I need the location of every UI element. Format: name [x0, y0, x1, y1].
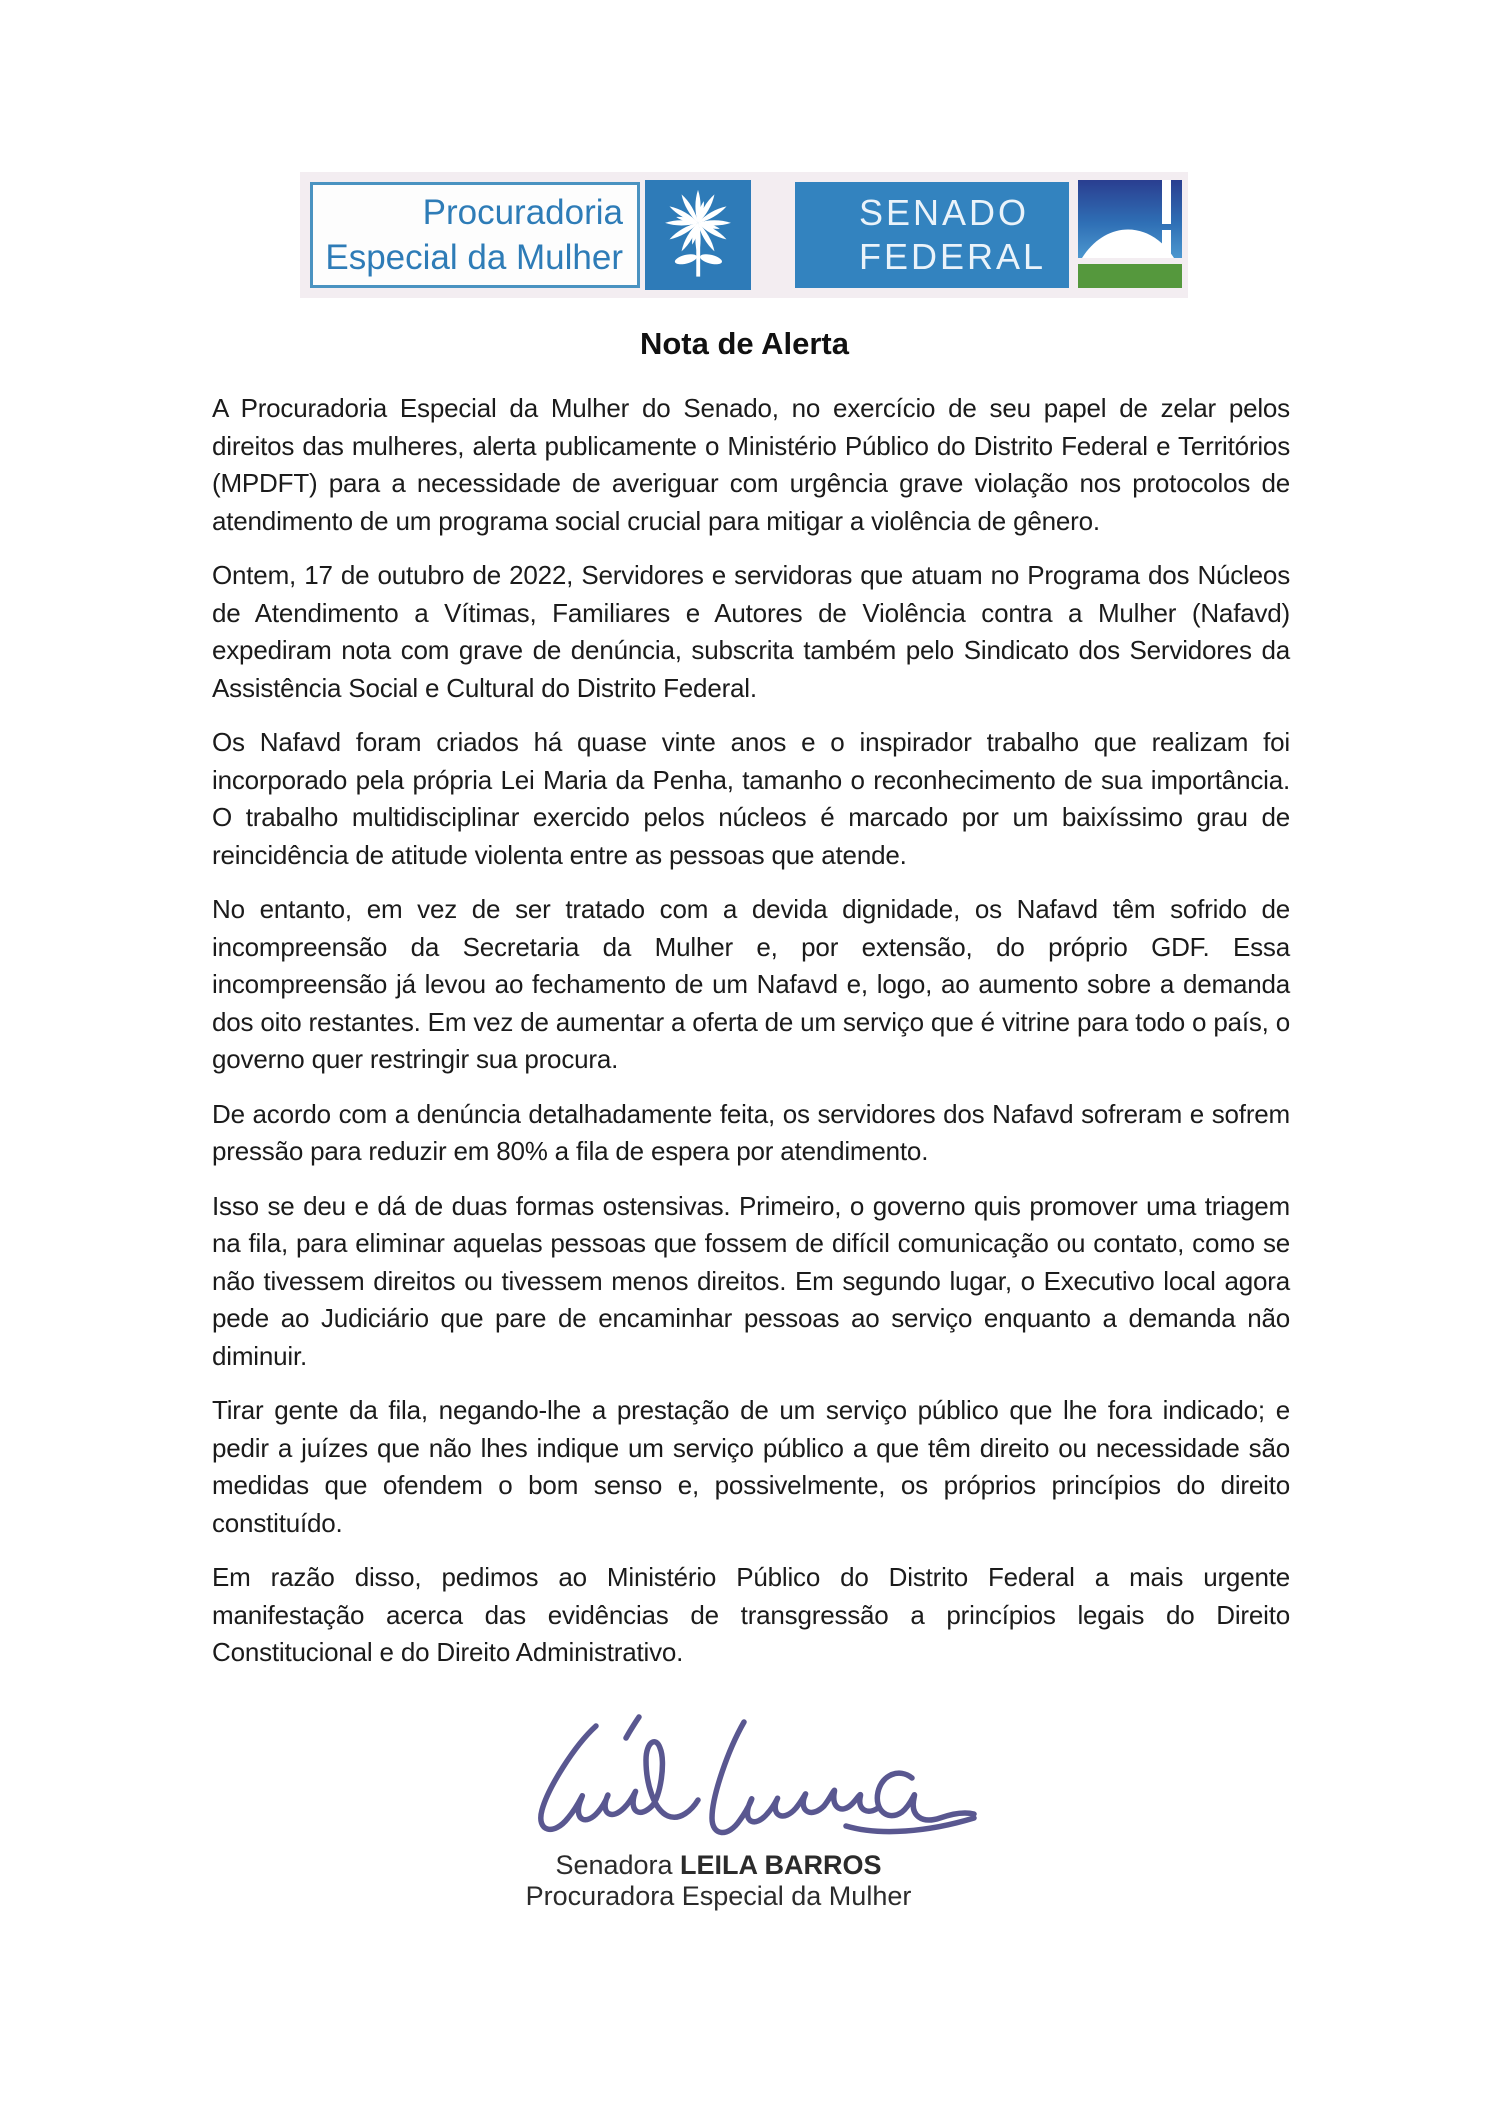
- document-body: [212, 390, 1290, 1689]
- paragraph: Os Nafavd foram criados há quase vinte anos e o inspirador trabalho que realizam foi incorporado pela própria Lei Maria da Penha, tamanho o reconhecimento de sua importância. O trabalho multidisciplinar exercido pelos núcleos é marcado por um baixíssimo grau de reincidência de atitude violenta entre as pessoas que atende.: [212, 727, 1290, 870]
- senado-label-line2: FEDERAL: [859, 236, 1047, 277]
- paragraph: De acordo com a denúncia detalhadamente feita, os servidores dos Nafavd sofreram e sofrem pressão para reduzir em 80% a fila de espera por atendimento.: [212, 1098, 1290, 1166]
- flower-icon: [654, 183, 742, 287]
- flower-logo-box: [645, 180, 751, 290]
- senado-federal-logo-box: [795, 182, 1069, 288]
- signature-role-line: Procuradora Especial da Mulher: [525, 1881, 912, 1911]
- procuradoria-label-line2: Especial da Mulher: [325, 238, 623, 277]
- procuradoria-label-line1: Procuradoria: [422, 193, 623, 232]
- congress-logo-box: [1078, 180, 1182, 290]
- paragraph: Ontem, 17 de outubro de 2022, Servidores e servidoras que atuam no Programa dos Núcleos de Atendimento a Vítimas, Familiares e Autores de Violência contra a Mulher (Nafavd) expediram nota com grave de denúncia, subscrita também pelo Sindicato dos Servidores da Assistência Social e Cultural do Distrito Federal.: [212, 560, 1290, 703]
- paragraph: A Procuradoria Especial da Mulher do Senado, no exercício de seu papel de zelar pelos direitos das mulheres, alerta publicamente o Ministério Público do Distrito Federal e Territórios (MPDFT) para a necessidade de averiguar com urgência grave violação nos protocolos de atendimento de um programa social crucial para mitigar a violência de gênero.: [212, 393, 1290, 536]
- senado-label-line1: SENADO: [859, 192, 1030, 233]
- signature-block: [0, 1850, 1463, 1912]
- signature-title-prefix: Senadora: [555, 1850, 681, 1880]
- paragraph: Em razão disso, pedimos ao Ministério Público do Distrito Federal a mais urgente manifestação acerca das evidências de transgressão a princípios legais do Direito Constitucional e do Direito Administrativo.: [212, 1562, 1290, 1667]
- handwritten-signature-image: [508, 1712, 978, 1847]
- congress-dome-logo-icon: [1078, 180, 1182, 290]
- page-title: Nota de Alerta: [639, 326, 849, 361]
- procuradoria-logo-box: [310, 182, 640, 288]
- signature-name-line: [0, 1850, 1463, 1881]
- signature-name: LEILA BARROS: [680, 1850, 882, 1880]
- header-logo-band: [300, 172, 1188, 298]
- paragraph: Isso se deu e dá de duas formas ostensivas. Primeiro, o governo quis promover uma triagem na fila, para eliminar aquelas pessoas que fossem de difícil comunicação ou contato, como se não tivessem direitos ou tivessem menos direitos. Em segundo lugar, o Executivo local agora pede ao Judiciário que pare de encaminhar pessoas ao serviço enquanto a demanda não diminuir.: [212, 1190, 1290, 1371]
- paragraph: Tirar gente da fila, negando-lhe a prestação de um serviço público que lhe fora indicado; e pedir a juízes que não lhes indique um serviço público a que têm direito ou necessidade são medidas que ofendem o bom senso e, possivelmente, os próprios princípios do direito constituído.: [212, 1395, 1290, 1538]
- paragraph: No entanto, em vez de ser tratado com a devida dignidade, os Nafavd têm sofrido de incompreensão da Secretaria da Mulher e, por extensão, do próprio GDF. Essa incompreensão já levou ao fechamento de um Nafavd e, logo, ao aumento sobre a demanda dos oito restantes. Em vez de aumentar a oferta de um serviço que é vitrine para todo o país, o governo quer restringir sua procura.: [212, 894, 1290, 1074]
